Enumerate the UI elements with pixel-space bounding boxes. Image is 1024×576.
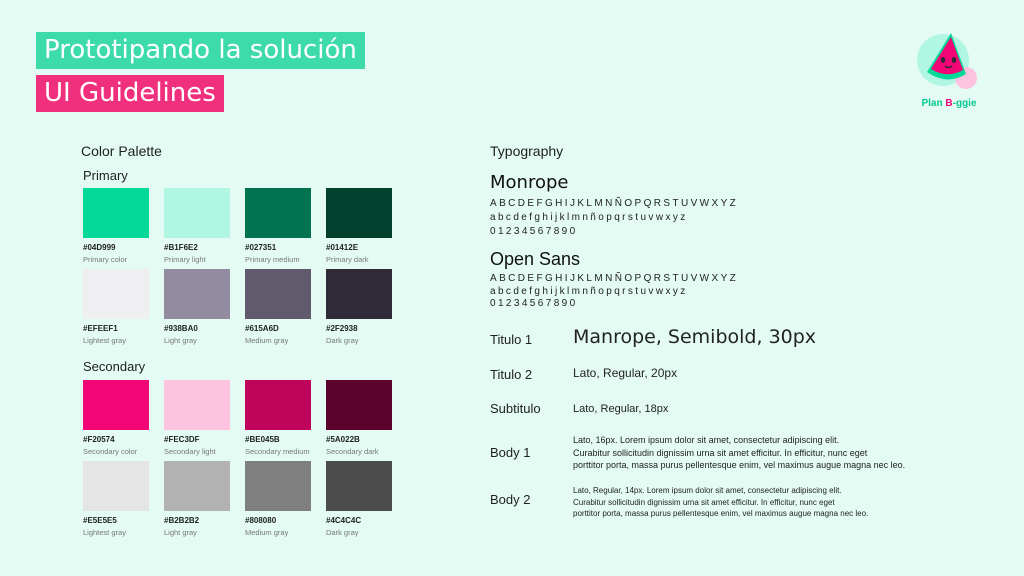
swatch-hex: #615A6D: [245, 324, 279, 333]
color-swatch-secondary-0: [83, 380, 149, 456]
color-swatch-secondary-1: [164, 380, 230, 456]
titulo2-sample: Lato, Regular, 20px: [573, 366, 678, 380]
color-palette-title: Color Palette: [81, 143, 162, 159]
swatch-hex: #01412E: [326, 243, 359, 252]
titulo1-sample: Manrope, Semibold, 30px: [573, 326, 817, 348]
color-swatch-primary-0: [83, 188, 149, 264]
primary-label: Primary: [83, 168, 128, 183]
swatch-color-box: [245, 380, 311, 430]
swatch-name: Primary light: [164, 255, 206, 264]
swatch-hex: #5A022B: [326, 435, 360, 444]
logo-wordmark: Plan B-ggie: [921, 98, 977, 109]
plan-b-ggie-logo: [914, 30, 984, 114]
titulo2-label: Titulo 2: [490, 367, 533, 382]
color-swatch-secondary-2: [245, 380, 311, 456]
body1-label: Body 1: [490, 445, 531, 460]
swatch-name: Medium gray: [245, 336, 289, 345]
swatch-name: Secondary dark: [326, 447, 379, 456]
swatch-color-box: [83, 380, 149, 430]
color-swatch-secondary-3: [326, 380, 392, 456]
secondary-label: Secondary: [83, 359, 146, 374]
swatch-name: Secondary color: [83, 447, 138, 456]
swatch-color-box: [326, 380, 392, 430]
page-subtitle: UI Guidelines: [36, 75, 224, 112]
swatch-name: Lightest gray: [83, 336, 126, 345]
swatch-hex: #BE045B: [245, 435, 280, 444]
swatch-name: Secondary light: [164, 447, 216, 456]
swatch-hex: #938BA0: [164, 324, 198, 333]
font2-name: Open Sans: [490, 249, 581, 269]
color-swatch-primary-6: [245, 269, 311, 345]
swatch-color-box: [326, 461, 392, 511]
subtitulo-sample: Lato, Regular, 18px: [573, 403, 669, 415]
swatch-name: Primary dark: [326, 255, 369, 264]
swatch-hex: #FEC3DF: [164, 435, 200, 444]
swatch-color-box: [164, 188, 230, 238]
swatch-color-box: [326, 269, 392, 319]
swatch-color-box: [245, 461, 311, 511]
color-swatch-secondary-7: [326, 461, 392, 537]
font1-glyphs: ABCDEFGHIJKLMNÑOPQRSTUVWXYZ abcdefghijklmnñopqrstuvwxyz 01234567890: [490, 198, 739, 237]
swatch-name: Medium gray: [245, 528, 289, 537]
swatch-name: Dark gray: [326, 336, 359, 345]
swatch-hex: #4C4C4C: [326, 516, 362, 525]
swatch-color-box: [245, 188, 311, 238]
swatch-hex: #04D999: [83, 243, 116, 252]
swatch-color-box: [245, 269, 311, 319]
font1-name: Monrope: [490, 172, 569, 193]
swatch-hex: #EFEEF1: [83, 324, 118, 333]
swatch-hex: #E5E5E5: [83, 516, 117, 525]
page-title: Prototipando la solución: [36, 32, 365, 69]
font2-glyphs: ABCDEFGHIJKLMNÑOPQRSTUVWXYZ abcdefghijklmnñopqrstuvwxyz 01234567890: [490, 273, 739, 309]
swatch-hex: #B1F6E2: [164, 243, 198, 252]
color-swatch-primary-1: [164, 188, 230, 264]
swatch-name: Secondary medium: [245, 447, 310, 456]
color-swatch-secondary-5: [164, 461, 230, 537]
swatch-color-box: [83, 269, 149, 319]
color-swatch-primary-7: [326, 269, 392, 345]
titulo1-label: Titulo 1: [490, 332, 533, 347]
watermelon-mascot-icon: [914, 30, 984, 98]
swatch-color-box: [326, 188, 392, 238]
body1-sample: Lato, 16px. Lorem ipsum dolor sit amet, consectetur adipiscing elit. Curabitur sollicitudin dignissim urna sit amet efficitur. In efficitur, nunc eget porttitor porta, massa purus pellentesque enim, vel maximus augue magna nec leo.: [573, 435, 906, 470]
color-swatch-primary-3: [326, 188, 392, 264]
body2-label: Body 2: [490, 492, 531, 507]
swatch-color-box: [83, 461, 149, 511]
swatch-color-box: [83, 188, 149, 238]
subtitulo-label: Subtitulo: [490, 401, 541, 416]
color-swatch-primary-2: [245, 188, 311, 264]
swatch-name: Light gray: [164, 528, 197, 537]
swatch-name: Dark gray: [326, 528, 359, 537]
swatch-name: Lightest gray: [83, 528, 126, 537]
swatch-color-box: [164, 269, 230, 319]
color-swatch-secondary-6: [245, 461, 311, 537]
color-swatch-secondary-4: [83, 461, 149, 537]
swatch-name: Primary color: [83, 255, 128, 264]
swatch-color-box: [164, 380, 230, 430]
body2-sample: Lato, Regular, 14px. Lorem ipsum dolor sit amet, consectetur adipiscing elit. Curabitur sollicitudin dignissim urna sit amet efficitur. In efficitur, nunc eget porttitor porta, massa purus pellentesque enim, vel maximus augue magna nec leo.: [573, 486, 869, 518]
swatch-color-box: [164, 461, 230, 511]
swatch-hex: #808080: [245, 516, 277, 525]
swatch-hex: #F20574: [83, 435, 115, 444]
color-swatch-primary-4: [83, 269, 149, 345]
swatch-hex: #2F2938: [326, 324, 358, 333]
swatch-name: Light gray: [164, 336, 197, 345]
swatch-name: Primary medium: [245, 255, 300, 264]
color-swatch-primary-5: [164, 269, 230, 345]
typography-title: Typography: [490, 143, 564, 159]
swatch-hex: #027351: [245, 243, 277, 252]
swatch-hex: #B2B2B2: [164, 516, 200, 525]
